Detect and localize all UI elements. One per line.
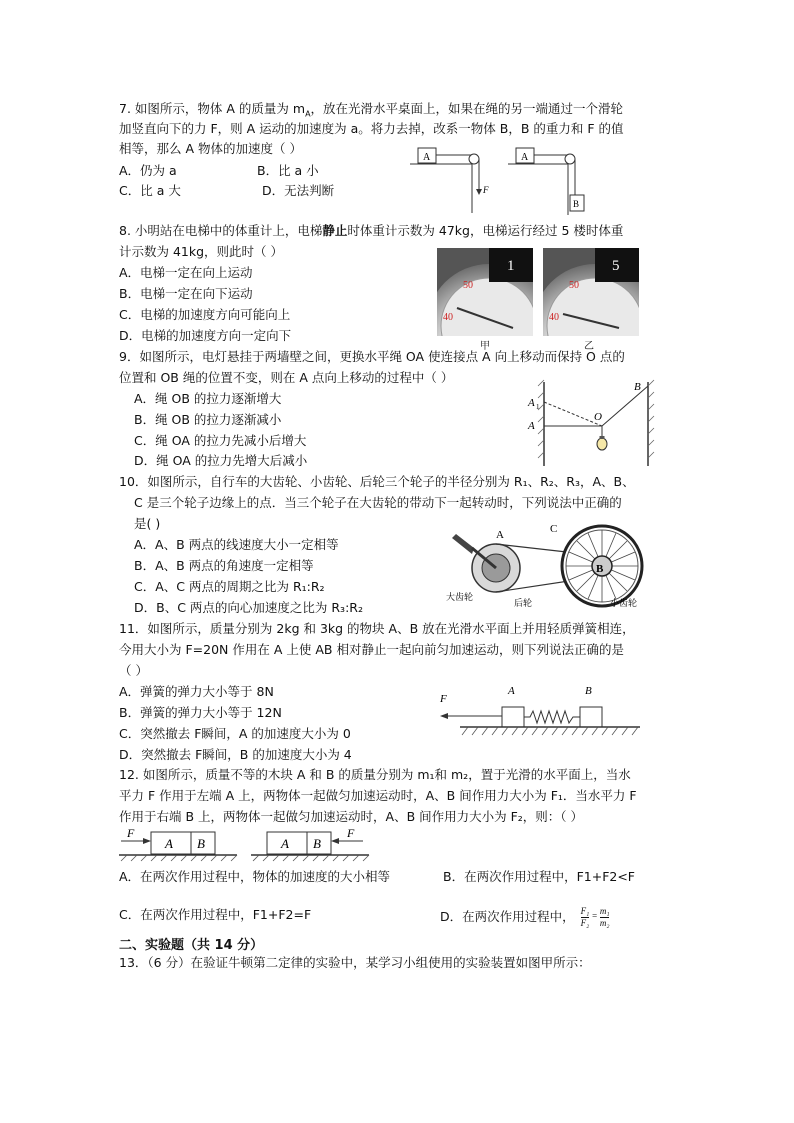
q10-fig-big-gear-label: 大齿轮 bbox=[446, 592, 474, 602]
section-heading-experiment: 二、实验题（共 14 分） bbox=[119, 938, 264, 953]
q10-option-d: D．B、C 两点的向心加速度之比为 R₃:R₂ bbox=[134, 600, 363, 615]
q8-dial-photo-jia bbox=[437, 248, 533, 336]
q11-option-d: D．突然撤去 F瞬间，B 的加速度大小为 4 bbox=[119, 747, 352, 762]
q7-figure-right bbox=[508, 148, 584, 215]
q11-line-1: 11．如图所示，质量分别为 2kg 和 3kg 的物块 A、B 放在光滑水平面上并用轻质弹簧相连， bbox=[119, 621, 635, 636]
q12-frac-n2: m₁ bbox=[599, 906, 610, 916]
q12-fig-f2-label: F bbox=[347, 826, 355, 840]
q12-figure-right bbox=[251, 826, 369, 861]
q12-fig-b1-label: B bbox=[197, 836, 205, 851]
q8-option-b: B．电梯一定在向下运动 bbox=[119, 286, 253, 301]
q12-fraction-expression: $\frac{\text{F₁}}{\text{F₂}}$ = $\frac{\text{m₁}}{\text{m₂}}$ bbox=[580, 906, 610, 928]
q7-option-d: D．无法判断 bbox=[262, 183, 335, 198]
q8-floor-5-label: 5 bbox=[612, 258, 620, 274]
q8-caption-jia: 甲 bbox=[480, 341, 490, 352]
q7-fig-a-label-2: A bbox=[521, 152, 529, 163]
q9-fig-a-label: A bbox=[528, 420, 535, 432]
q12-option-c: C．在两次作用过程中，F1+F2=F bbox=[119, 907, 312, 922]
q11-figure bbox=[436, 682, 641, 744]
q7-text-b: ，放在光滑水平桌面上，如果在绳的另一端通过一个滑轮 bbox=[310, 101, 624, 116]
q8-line-1 bbox=[119, 222, 623, 239]
q9-figure bbox=[524, 376, 664, 468]
q9-line-2: 位置和 OB 绳的位置不变，则在 A 点向上移动的过程中（ ） bbox=[119, 370, 454, 385]
q8-dial-50-label: 50 bbox=[463, 280, 473, 291]
q7-option-a: A．仍为 a bbox=[119, 163, 177, 178]
q7-figure bbox=[410, 143, 600, 218]
q10-option-c: C．A、C 两点的周期之比为 R₁:R₂ bbox=[134, 579, 325, 594]
q9-line-1: 9．如图所示，电灯悬挂于两墙壁之间，更换水平绳 OA 使连接点 A 向上移动而保持 O 点的 bbox=[119, 349, 625, 364]
q10-bicycle-figure bbox=[444, 520, 674, 612]
q9-fig-a1-label: A bbox=[528, 397, 535, 409]
q10-line-3: 是( ) bbox=[134, 516, 161, 531]
q12-option-d-text: D．在两次作用过程中， bbox=[440, 909, 575, 924]
q12-fig-f1-label: F bbox=[127, 826, 135, 840]
q8-dial-40-label: 40 bbox=[443, 312, 453, 323]
q10-line-1: 10．如图所示，自行车的大齿轮、小齿轮、后轮三个轮子的半径分别为 R₁、R₂、R₃，A、B、 bbox=[119, 474, 635, 489]
q7-fig-a-label: A bbox=[423, 152, 431, 163]
q10-fig-c-label: C bbox=[550, 523, 558, 535]
q8-dial-photo-yi bbox=[543, 248, 639, 336]
q12-line-2: 平力 F 作用于左端 A 上，两物体一起做匀加速运动时，A、B 间作用力大小为 F₁．当水平力 F bbox=[119, 788, 637, 803]
q9-option-d: D．绳 OA 的拉力先增大后减小 bbox=[134, 453, 308, 468]
q8-dial-50-label-2: 50 bbox=[569, 280, 579, 291]
q9-option-a: A．绳 OB 的拉力逐渐增大 bbox=[134, 391, 282, 406]
q8-floor-1-label: 1 bbox=[507, 258, 515, 274]
q7-line-3: 相等，那么 A 物体的加速度（ ） bbox=[119, 141, 302, 156]
q8-option-d: D．电梯的加速度方向一定向下 bbox=[119, 328, 292, 343]
q7-figure-left bbox=[410, 148, 489, 213]
q10-fig-rear-wheel-label: 后轮 bbox=[514, 598, 533, 608]
q12-line-1: 12. 如图所示，质量不等的木块 A 和 B 的质量分别为 m₁和 m₂，置于光滑的水平面上，当水 bbox=[119, 767, 631, 782]
q9-option-b: B．绳 OB 的拉力逐渐减小 bbox=[134, 412, 282, 427]
q10-option-a: A．A、B 两点的线速度大小一定相等 bbox=[134, 537, 339, 552]
q12-option-d bbox=[440, 906, 609, 929]
q11-fig-f-label: F bbox=[440, 693, 447, 705]
q11-fig-a-label: A bbox=[508, 685, 515, 697]
q12-frac-d2: m₂ bbox=[599, 918, 610, 928]
q10-option-b: B．A、B 两点的角速度一定相等 bbox=[134, 558, 314, 573]
q10-line-2: C 是三个轮子边缘上的点．当三个轮子在大齿轮的带动下一起转动时，下列说法中正确的 bbox=[134, 495, 622, 510]
q8-line-2: 计示数为 41kg，则此时（ ） bbox=[119, 244, 284, 259]
q12-option-a: A．在两次作用过程中，物体的加速度的大小相等 bbox=[119, 869, 391, 884]
q8-text-a: 8. 小明站在电梯中的体重计上，电梯 bbox=[119, 223, 323, 238]
q8-option-c: C．电梯的加速度方向可能向上 bbox=[119, 307, 291, 322]
q7-text-a: 7. 如图所示，物体 A 的质量为 m bbox=[119, 101, 306, 116]
q11-line-2: 今用大小为 F=20N 作用在 A 上使 AB 相对静止一起向前匀加速运动，则下列说法正确的是 bbox=[119, 642, 624, 657]
q8-text-b: 时体重计示数为 47kg，电梯运行经过 5 楼时体重 bbox=[347, 223, 624, 238]
q10-fig-small-gear-label: 小齿轮 bbox=[610, 598, 638, 608]
q11-option-b: B．弹簧的弹力大小等于 12N bbox=[119, 705, 282, 720]
q13-line-1: 13．（6 分）在验证牛顿第二定律的实验中，某学习小组使用的实验装置如图甲所示： bbox=[119, 955, 591, 970]
q12-fig-b2-label: B bbox=[313, 836, 321, 851]
q8-bold-static: 静止 bbox=[322, 223, 348, 238]
q7-subscript: A bbox=[305, 109, 311, 119]
q12-frac-d1: F₂ bbox=[580, 918, 590, 928]
q11-option-a: A．弹簧的弹力大小等于 8N bbox=[119, 684, 274, 699]
q9-fig-o-label: O bbox=[594, 411, 602, 423]
q10-fig-b-label: B bbox=[596, 563, 604, 575]
q11-option-c: C．突然撤去 F瞬间，A 的加速度大小为 0 bbox=[119, 726, 351, 741]
q7-option-b: B．比 a 小 bbox=[257, 163, 319, 178]
q9-fig-a1-sub: 1 bbox=[536, 403, 540, 411]
q10-fig-a-label: A bbox=[496, 529, 504, 541]
q7-fig-f-label: F bbox=[483, 185, 489, 195]
q9-option-c: C．绳 OA 的拉力先减小后增大 bbox=[134, 433, 307, 448]
q7-option-c: C．比 a 大 bbox=[119, 183, 181, 198]
q8-option-a: A．电梯一定在向上运动 bbox=[119, 265, 253, 280]
q7-fig-b-label: B bbox=[573, 199, 580, 209]
q12-figure-left bbox=[119, 826, 237, 861]
q12-line-3: 作用于右端 B 上，两物体一起做匀加速运动时，A、B 间作用力大小为 F₂，则：（ ） bbox=[119, 809, 584, 824]
q12-figure bbox=[119, 826, 379, 862]
q12-frac-n1: F₁ bbox=[580, 906, 590, 916]
q8-dial-40-label-2: 40 bbox=[549, 312, 559, 323]
q11-fig-b-label: B bbox=[585, 685, 592, 697]
q12-option-b: B．在两次作用过程中，F1+F2<F bbox=[443, 869, 635, 884]
q12-fig-a1-label: A bbox=[165, 836, 173, 851]
q9-fig-b-label: B bbox=[634, 381, 641, 393]
q8-caption-yi: 乙 bbox=[584, 341, 594, 352]
q12-fig-a2-label: A bbox=[281, 836, 289, 851]
q7-line-2: 加竖直向下的力 F，则 A 运动的加速度为 a。将力去掉，改系一物体 B，B 的重力和 F 的值 bbox=[119, 121, 624, 136]
q11-line-3: （ ） bbox=[119, 663, 148, 678]
